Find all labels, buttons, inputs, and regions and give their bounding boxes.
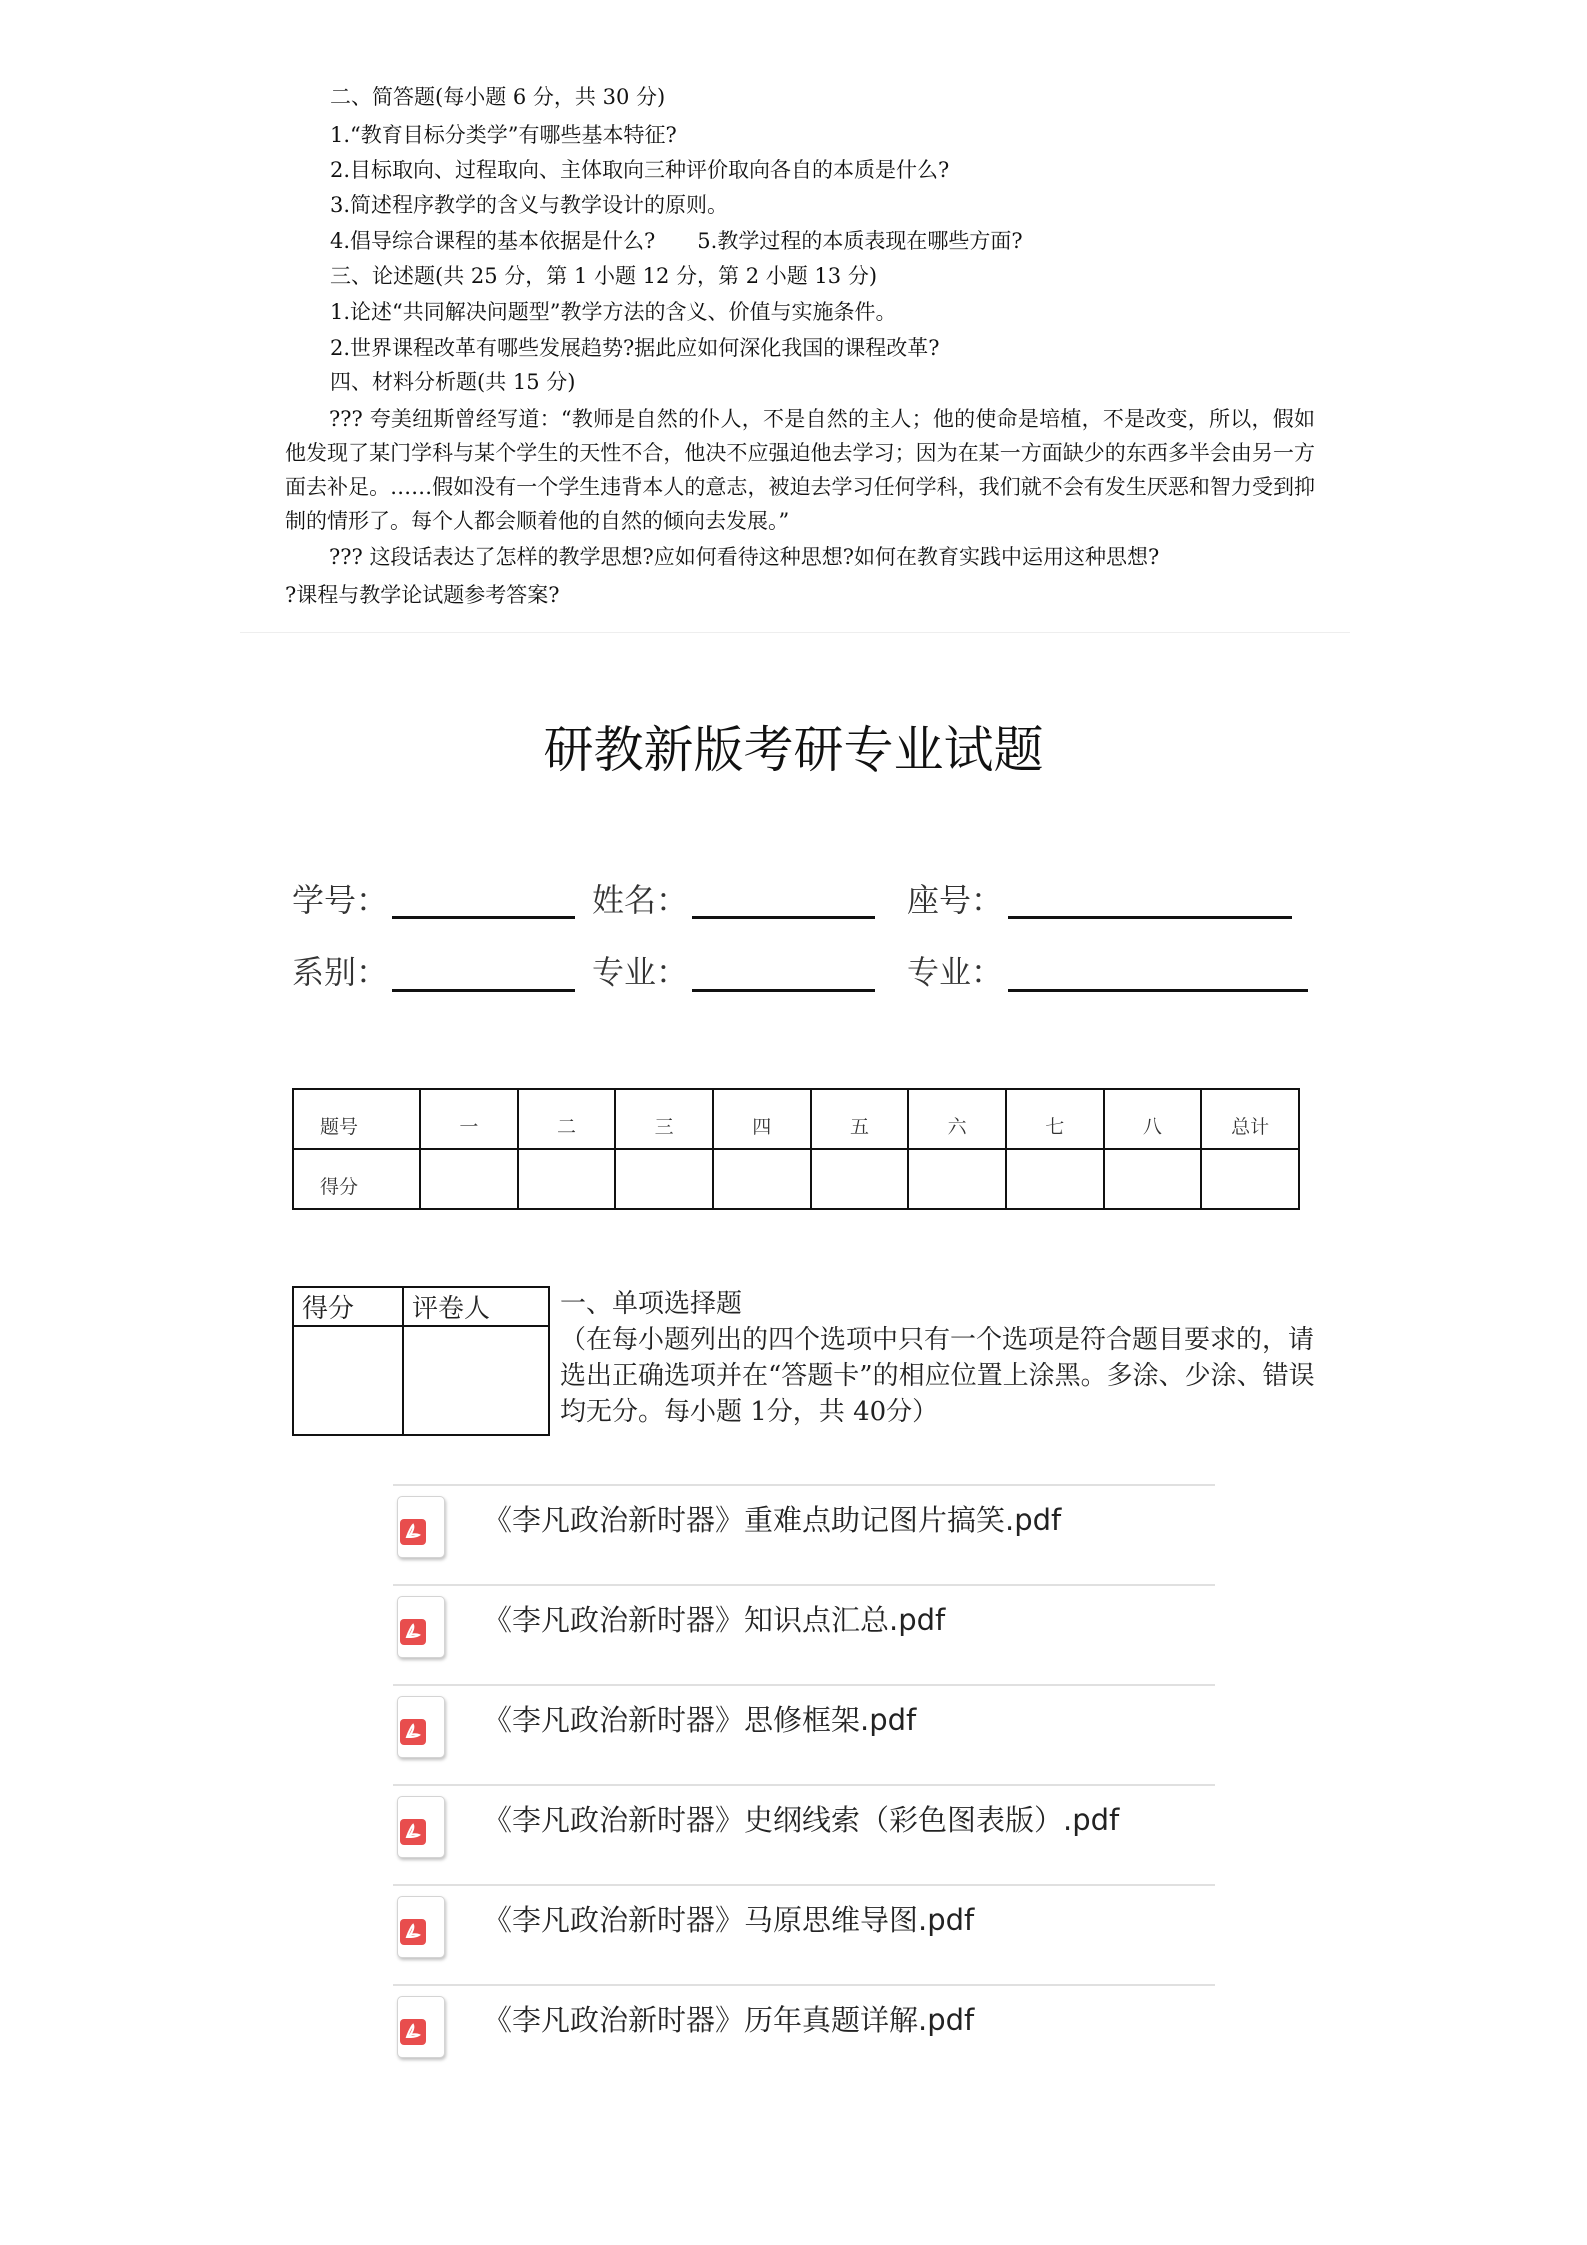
score-cell[interactable] bbox=[420, 1149, 518, 1209]
list-item[interactable] bbox=[393, 1584, 1215, 1686]
score-cell[interactable] bbox=[1006, 1149, 1104, 1209]
single-choice-heading: 一、单项选择题 bbox=[560, 1289, 743, 1319]
major-field-2[interactable] bbox=[1008, 989, 1308, 992]
material-question: ??? 这段话表达了怎样的教学思想?应如何看待这种思想?如何在教育实践中运用这种思想? bbox=[329, 545, 1160, 569]
score-table bbox=[292, 1088, 1300, 1210]
seat-label: 座号： bbox=[907, 881, 1004, 919]
page-separator bbox=[240, 632, 1350, 633]
file-name: 《李凡政治新时器》思修框架.pdf bbox=[483, 1703, 917, 1737]
major-field[interactable] bbox=[692, 989, 875, 992]
name-label: 姓名： bbox=[592, 881, 689, 919]
table-row-label: 得分 bbox=[293, 1149, 420, 1209]
section-heading-material: 四、材料分析题(共 15 分) bbox=[330, 370, 576, 394]
file-name: 《李凡政治新时器》知识点汇总.pdf bbox=[483, 1603, 946, 1637]
single-choice-instruction: （在每小题列出的四个选项中只有一个选项是符合题目要求的，请选出正确选项并在“答题卡”的相应位置上涂黑。多涂、少涂、错误均无分。每小题 1分，共 40分） bbox=[560, 1325, 1315, 1427]
question-line: 2.世界课程改革有哪些发展趋势?据此应如何深化我国的课程改革? bbox=[330, 336, 940, 360]
score-cell[interactable] bbox=[518, 1149, 616, 1209]
pdf-file-icon bbox=[397, 1896, 445, 1958]
table-header-cell: 八 bbox=[1104, 1089, 1202, 1149]
list-item[interactable] bbox=[393, 1784, 1215, 1886]
department-field[interactable] bbox=[392, 989, 575, 992]
grader-name-label: 评卷人 bbox=[403, 1287, 549, 1326]
pdf-file-icon bbox=[397, 1496, 445, 1558]
answer-note: ?课程与教学论试题参考答案? bbox=[285, 583, 560, 607]
grader-score-label: 得分 bbox=[293, 1287, 403, 1326]
file-name: 《李凡政治新时器》史纲线索（彩色图表版）.pdf bbox=[483, 1803, 1120, 1837]
question-line: 4.倡导综合课程的基本依据是什么? 5.教学过程的本质表现在哪些方面? bbox=[330, 229, 1023, 253]
score-cell[interactable] bbox=[713, 1149, 811, 1209]
table-header-cell: 七 bbox=[1006, 1089, 1104, 1149]
student-id-label: 学号： bbox=[292, 881, 389, 919]
table-header-cell: 四 bbox=[713, 1089, 811, 1149]
table-header-cell: 题号 bbox=[293, 1089, 420, 1149]
table-header-cell: 五 bbox=[811, 1089, 909, 1149]
student-id-field[interactable] bbox=[392, 916, 575, 919]
pdf-file-icon bbox=[397, 1796, 445, 1858]
section-heading-essay: 三、论述题(共 25 分，第 1 小题 12 分，第 2 小题 13 分) bbox=[330, 264, 878, 288]
score-table-score-row bbox=[293, 1149, 1299, 1209]
question-line: 1.“教育目标分类学”有哪些基本特征? bbox=[330, 123, 677, 147]
file-name: 《李凡政治新时器》马原思维导图.pdf bbox=[483, 1903, 975, 1937]
question-line: 1.论述“共同解决问题型”教学方法的含义、价值与实施条件。 bbox=[330, 300, 897, 324]
list-item[interactable] bbox=[393, 1484, 1215, 1586]
name-field[interactable] bbox=[692, 916, 875, 919]
grader-box bbox=[292, 1286, 550, 1436]
score-cell[interactable] bbox=[615, 1149, 713, 1209]
exam-title: 研教新版考研专业试题 bbox=[543, 721, 1044, 779]
score-table-header-row bbox=[293, 1089, 1299, 1149]
table-header-cell: 总计 bbox=[1201, 1089, 1299, 1149]
table-header-cell: 一 bbox=[420, 1089, 518, 1149]
table-header-cell: 六 bbox=[908, 1089, 1006, 1149]
major-label: 专业： bbox=[592, 953, 689, 991]
pdf-file-icon bbox=[397, 1696, 445, 1758]
grader-score-cell[interactable] bbox=[293, 1326, 403, 1435]
score-cell[interactable] bbox=[1201, 1149, 1299, 1209]
score-cell[interactable] bbox=[908, 1149, 1006, 1209]
file-name: 《李凡政治新时器》历年真题详解.pdf bbox=[483, 2003, 975, 2037]
score-cell[interactable] bbox=[1104, 1149, 1202, 1209]
section-heading-short-answer: 二、简答题(每小题 6 分，共 30 分) bbox=[330, 85, 666, 109]
department-label: 系别： bbox=[292, 953, 389, 991]
question-line: 2.目标取向、过程取向、主体取向三种评价取向各自的本质是什么? bbox=[330, 158, 950, 182]
file-name: 《李凡政治新时器》重难点助记图片搞笑.pdf bbox=[483, 1503, 1062, 1537]
table-header-cell: 三 bbox=[615, 1089, 713, 1149]
material-paragraph: ??? 夸美纽斯曾经写道：“教师是自然的仆人，不是自然的主人；他的使命是培植，不是改变，所以，假如他发现了某门学科与某个学生的天性不合，他决不应强迫他去学习；因为在某一方面缺少的东西多半会由另一方面去补足。……假如没有一个学生违背本人的意志，被迫去学习任何学科，我们就不会有发生厌恶和智力受到抑制的情形了。每个人都会顺着他的自然的倾向去发展。” bbox=[285, 407, 1315, 533]
grader-name-cell[interactable] bbox=[403, 1326, 549, 1435]
list-item[interactable] bbox=[393, 1884, 1215, 1986]
pdf-file-icon bbox=[397, 1996, 445, 2058]
list-item[interactable] bbox=[393, 1684, 1215, 1786]
seat-field[interactable] bbox=[1008, 916, 1292, 919]
list-item[interactable] bbox=[393, 1984, 1215, 2086]
table-header-cell: 二 bbox=[518, 1089, 616, 1149]
score-cell[interactable] bbox=[811, 1149, 909, 1209]
major-label-2: 专业： bbox=[907, 953, 1004, 991]
pdf-file-icon bbox=[397, 1596, 445, 1658]
question-line: 3.简述程序教学的含义与教学设计的原则。 bbox=[330, 193, 729, 217]
